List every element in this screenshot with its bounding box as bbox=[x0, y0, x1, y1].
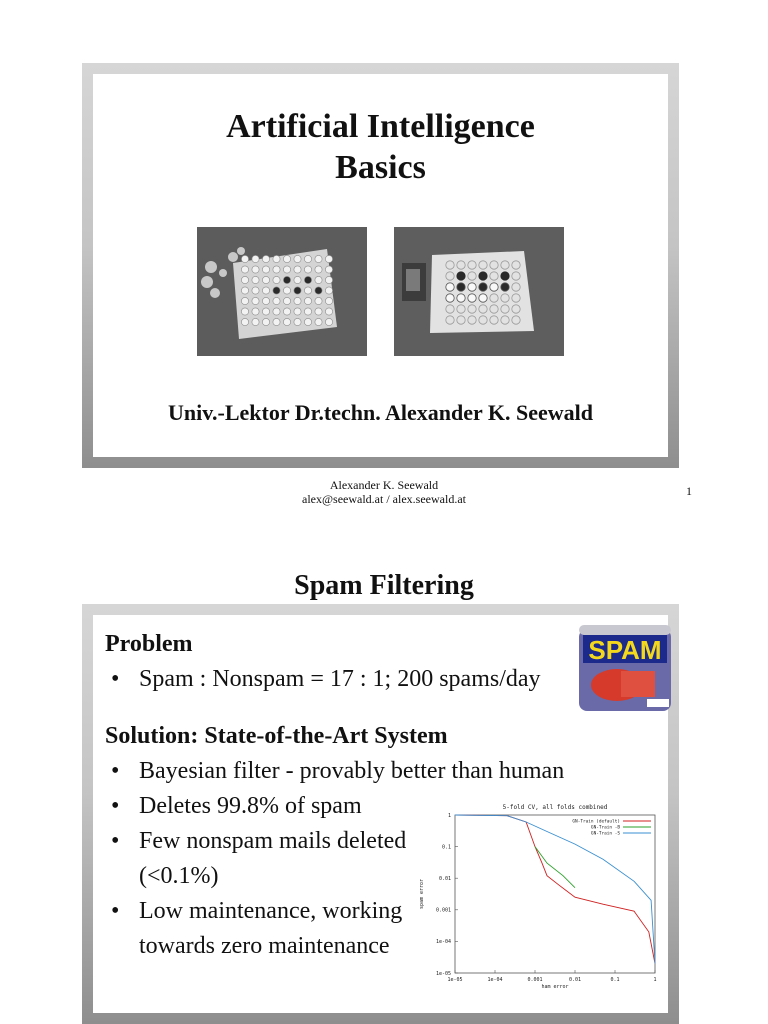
y-tick-label: 1e-05 bbox=[435, 970, 451, 977]
slide-2-content bbox=[93, 615, 668, 1013]
problem-bullet-text: Spam : Nonspam = 17 : 1; 200 spams/day bbox=[139, 666, 541, 692]
x-tick-label: 0.1 bbox=[610, 977, 620, 983]
solution-bullet-text: Deletes 99.8% of spam bbox=[139, 793, 362, 819]
bullet-icon: • bbox=[111, 898, 120, 924]
slide-2 bbox=[82, 604, 679, 1024]
robot-board-photo-1 bbox=[197, 227, 367, 356]
solution-bullet-text: Bayesian filter - provably better than human bbox=[139, 758, 565, 784]
spam-can-image bbox=[577, 619, 673, 715]
slide-1 bbox=[82, 63, 679, 468]
y-tick-label: 1e-04 bbox=[435, 939, 451, 946]
solution-heading: Solution: State-of-the-Art System bbox=[105, 723, 448, 749]
plot-area bbox=[455, 815, 655, 973]
y-tick-label: 0.01 bbox=[438, 876, 451, 882]
series-line bbox=[455, 815, 655, 964]
chart-title: 5-fold CV, all folds combined bbox=[502, 804, 608, 811]
robot-board-photo-2 bbox=[394, 227, 564, 356]
problem-heading: Problem bbox=[105, 631, 193, 657]
x-tick-label: 1e-04 bbox=[487, 977, 503, 983]
bullet-icon: • bbox=[111, 666, 120, 692]
bullet-icon: • bbox=[111, 828, 120, 854]
problem-bullet bbox=[105, 662, 625, 697]
title-line-2: Basics bbox=[335, 149, 426, 186]
y-tick-label: 1 bbox=[447, 812, 451, 819]
solution-bullet-text: Few nonspam mails deleted (<0.1%) bbox=[139, 828, 407, 889]
y-tick-label: 0.1 bbox=[441, 844, 451, 851]
bullet-icon: • bbox=[111, 758, 120, 784]
x-tick-label: 1 bbox=[653, 977, 657, 983]
slide-2-title: Spam Filtering bbox=[294, 570, 474, 601]
legend-label: GN-Train -S bbox=[590, 831, 620, 837]
legend-label: GN-Train -B bbox=[590, 825, 620, 831]
title-line-1: Artificial Intelligence bbox=[226, 108, 535, 145]
footer-contact: alex@seewald.at / alex.seewald.at bbox=[302, 492, 466, 506]
spam-can-label: SPAM bbox=[588, 635, 662, 665]
solution-bullet-text: Low maintenance, working towards zero maintenance bbox=[139, 898, 403, 959]
x-tick-label: 0.001 bbox=[527, 977, 543, 983]
solution-bullet bbox=[105, 754, 625, 789]
footer-author: Alexander K. Seewald bbox=[329, 478, 439, 492]
author-line: Univ.-Lektor Dr.techn. Alexander K. Seewald bbox=[168, 400, 593, 425]
page-footer bbox=[0, 478, 768, 506]
solution-bullet bbox=[105, 894, 439, 964]
spam-error-chart bbox=[415, 801, 665, 991]
series-line bbox=[455, 815, 655, 964]
y-tick-label: 0.001 bbox=[435, 907, 451, 914]
slide-1-content bbox=[93, 74, 668, 457]
legend-label: GN-Train (default) bbox=[572, 819, 620, 825]
x-tick-label: 1e-05 bbox=[447, 977, 463, 983]
solution-bullet bbox=[105, 824, 439, 894]
bullet-icon: • bbox=[111, 793, 120, 819]
page-number: 1 bbox=[686, 484, 692, 498]
x-axis-label: ham error bbox=[541, 984, 569, 990]
y-axis-label: spam error bbox=[419, 878, 425, 910]
x-tick-label: 0.01 bbox=[568, 977, 582, 983]
slide-1-title bbox=[93, 106, 668, 188]
